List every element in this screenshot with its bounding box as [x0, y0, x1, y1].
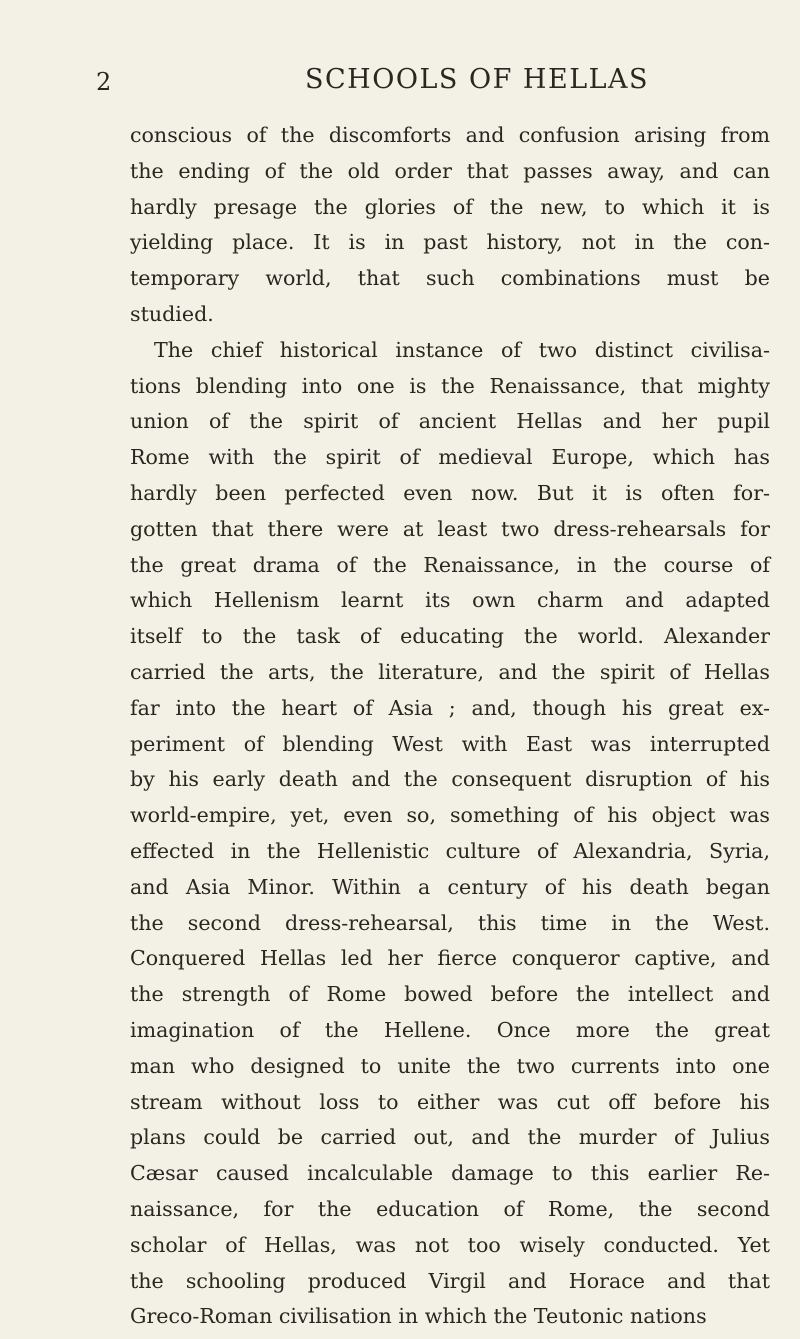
text-line: Greco-Roman civilisation in which the Teutonic nations [130, 1304, 707, 1329]
text-line: effected in the Hellenistic culture of Alexandria, Syria, [130, 838, 770, 863]
text-line: hardly presage the glories of the new, to which it is [130, 194, 770, 219]
text-line: stream without loss to either was cut off before his [130, 1089, 770, 1114]
text-line: Conquered Hellas led her fierce conqueror captive, and [130, 946, 770, 971]
text-line: tions blending into one is the Renaissance, that mighty [130, 373, 770, 398]
text-line: far into the heart of Asia ; and, though his great ex- [130, 695, 770, 720]
text-line: the ending of the old order that passes away, and can [130, 158, 770, 183]
text-line: the schooling produced Virgil and Horace and that [130, 1268, 770, 1293]
text-line: Rome with the spirit of medieval Europe, which has [130, 445, 770, 470]
text-line: by his early death and the consequent disruption of his [130, 767, 770, 792]
text-line: yielding place. It is in past history, not in the con- [130, 230, 770, 255]
text-line: the great drama of the Renaissance, in the course of [130, 552, 770, 577]
text-line: and Asia Minor. Within a century of his death began [130, 874, 770, 899]
text-line: gotten that there were at least two dress-rehearsals for [130, 516, 770, 541]
text-line: Cæsar caused incalculable damage to this earlier Re- [130, 1161, 770, 1186]
text-line: temporary world, that such combinations must be [130, 266, 770, 291]
text-line: which Hellenism learnt its own charm and adapted [130, 588, 770, 613]
text-line: union of the spirit of ancient Hellas and her pupil [130, 409, 770, 434]
running-head [0, 64, 800, 104]
body-text [130, 118, 770, 1335]
text-line: the strength of Rome bowed before the intellect and [130, 982, 770, 1007]
text-line: plans could be carried out, and the murder of Julius [130, 1125, 770, 1150]
page-number: 2 [96, 68, 112, 96]
text-line: man who designed to unite the two currents into one [130, 1053, 770, 1078]
text-line: itself to the task of educating the world. Alexander [130, 624, 770, 649]
running-title: SCHOOLS OF HELLAS [305, 64, 650, 95]
text-line: scholar of Hellas, was not too wisely conducted. Yet [130, 1232, 770, 1257]
text-line: the second dress-rehearsal, this time in the West. [130, 910, 770, 935]
paragraph-start-line: The chief historical instance of two distinct civilisa- [154, 337, 770, 362]
text-line: periment of blending West with East was interrupted [130, 731, 770, 756]
text-line: carried the arts, the literature, and the spirit of Hellas [130, 659, 770, 684]
text-line: hardly been perfected even now. But it is often for- [130, 480, 770, 505]
text-line: studied. [130, 301, 214, 326]
text-line: world-empire, yet, even so, something of his object was [130, 803, 770, 828]
text-line: conscious of the discomforts and confusion arising from [130, 123, 770, 147]
text-line: imagination of the Hellene. Once more the great [130, 1017, 770, 1042]
text-line: naissance, for the education of Rome, the second [130, 1196, 770, 1221]
